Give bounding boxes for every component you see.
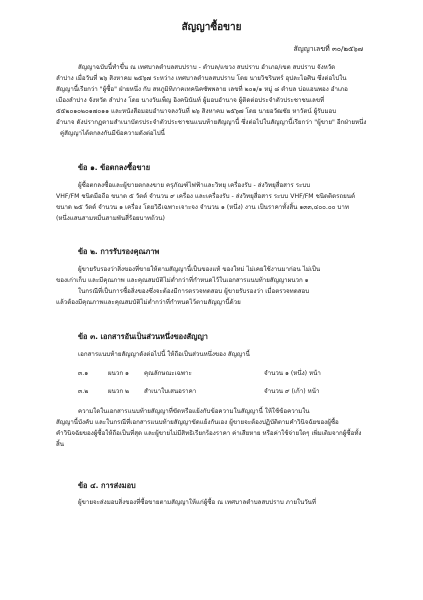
preamble-line: คู่สัญญาได้ตกลงกันมีข้อความดังต่อไปนี้: [60, 130, 165, 137]
attachment-label: ผนวก ๑: [108, 370, 129, 377]
attachment-item: [78, 386, 378, 397]
attachment-label: ผนวก ๒: [108, 388, 130, 395]
attachment-name: คุณลักษณะเฉพาะ: [144, 370, 192, 377]
section-2-line: ผู้ขายรับรองว่าสิ่งของที่ขายให้ตามสัญญานี้เป็นของแท้ ของใหม่ ไม่เคยใช้งานมาก่อน ไม่เป็น: [78, 266, 321, 273]
section-2-heading: ข้อ ๒. การรับรองคุณภาพ: [78, 247, 160, 256]
preamble-line: สัญญาฉบับนี้ทำขึ้น ณ เทศบาลตำบลสบปราบ - ตำบล/แขวง สบปราบ อำเภอ/เขต สบปราบ จังหวัด: [78, 64, 336, 71]
section-1-line: VHF/FM ชนิดมือถือ ขนาด ๕ วัตต์ จำนวน ๙ เครื่อง และเครื่องรับ - ส่งวิทยุสื่อสาร ระบบ VHF/FM ชนิดติดรถยนต์: [56, 193, 356, 200]
section-1-heading: ข้อ ๑. ข้อตกลงซื้อขาย: [78, 163, 151, 172]
document-title: สัญญาซื้อขาย: [181, 22, 242, 33]
attachment-number: ๓.๒: [78, 388, 89, 395]
preamble-line: เมืองลำปาง จังหวัด ลำปาง โดย นางวันเพ็ญ อิงคนินันท์ ผู้มอบอำนาจ ผู้ติดต่อประจำตัวประชาชนเลขที่: [56, 97, 325, 104]
section-1-line: (หนึ่งแสนสามหมื่นสามพันสี่ร้อยบาทถ้วน): [56, 215, 165, 222]
section-2-line: ในกรณีที่เป็นการซื้อสิ่งของซึ่งจะต้องมีการตรวจทดสอบ ผู้ขายรับรองว่า เมื่อตรวจทดสอบ: [78, 288, 310, 295]
section-3-line: คำวินิจฉัยของผู้ซื้อให้ถือเป็นที่สุด และผู้ขายไม่มีสิทธิเรียกร้องราคา ค่าเสียหาย หรือค่าใช้จ่ายใดๆ เพิ่มเติมจากผู้ซื้อทั้ง: [56, 430, 362, 437]
attachment-name: สำเนาใบเสนอราคา: [144, 388, 197, 395]
preamble-line: ลำปาง เมื่อวันที่ ๒๖ สิงหาคม ๒๕๖๗ ระหว่าง เทศบาลตำบลสบปราบ โดย นายวิชรินทร์ อุปละไอศิน ซึ่งต่อไปใน: [56, 75, 347, 82]
section-3-line: ความใดในเอกสารแนบท้ายสัญญาที่ขัดหรือแย้งกับข้อความในสัญญานี้ ให้ใช้ข้อความใน: [78, 408, 310, 415]
preamble-line: สัญญานี้เรียกว่า "ผู้ซื้อ" ฝ่ายหนึ่ง กับ สหภูมิทิภาคเทคนิคซัพพลาย เลขที่ ๒๐๑/๑ หมู่ ๘ ตำบล บ่อแฮนพอง อำเภอ: [56, 86, 348, 93]
preamble-line: ๕๕๒๐๑๐๒๐๑๗๐๑๑ และหนังสือมอบอำนาจลงวันที่ ๒๖ สิงหาคม ๒๕๖๗ โดย นายอวัฒชัย หาวัตน์ ผู้รับมอบ: [56, 108, 337, 115]
section-3-heading: ข้อ ๓. เอกสารอันเป็นส่วนหนึ่งของสัญญา: [78, 332, 208, 341]
section-4-line: ผู้ขายจะส่งมอบสิ่งของที่ซื้อขายตามสัญญาให้แก่ผู้ซื้อ ณ เทศบาลตำบลสบปราบ ภายในวันที่: [78, 499, 316, 506]
preamble-line: อำนาจ ดังปรากฏตามสำเนาบัตรประจำตัวประชาชนแนบท้ายสัญญานี้ ซึ่งต่อไปในสัญญานี้เรียกว่า "ผู้ขาย" อีกฝ่ายหนึ่ง: [56, 119, 367, 126]
attachment-pages: จำนวน ๙ (เก้า) หน้า: [264, 388, 320, 395]
section-1-line: ผู้ซื้อตกลงซื้อและผู้ขายตกลงขาย ครุภัณฑ์ไฟฟ้าและวิทยุ เครื่องรับ - ส่งวิทยุสื่อสาร ระบบ: [78, 182, 311, 189]
attachment-item: [78, 368, 378, 379]
section-3-intro: เอกสารแนบท้ายสัญญาดังต่อไปนี้ ให้ถือเป็นส่วนหนึ่งของ สัญญานี้: [78, 351, 250, 358]
section-1-line: ขนาด ๒๕ วัตต์ จำนวน ๑ เครื่อง โดยวิธีเฉพาะเจาะจง จำนวน ๑ (หนึ่ง) งาน เป็นราคาทั้งสิ้น ๑๓๓,๔๐๐.๐๐ บาท: [56, 204, 349, 211]
section-4-heading: ข้อ ๔. การส่งมอบ: [78, 481, 136, 490]
section-2-line: ของเก่าเก็บ และมีคุณภาพ และคุณสมบัติไม่ต่ำกว่าที่กำหนดไว้ในเอกสารแนบท้ายสัญญาผนวก ๑: [56, 277, 309, 284]
section-2-line: แล้วต้องมีคุณภาพและคุณสมบัติไม่ต่ำกว่าที่กำหนดไว้ตามสัญญานี้ด้วย: [56, 299, 241, 306]
section-3-line: สัญญานี้บังคับ และในกรณีที่เอกสารแนบท้ายสัญญาขัดแย้งกันเอง ผู้ขายจะต้องปฏิบัติตามคำวินิจฉัยของผู้ซื้อ: [56, 419, 339, 426]
attachment-number: ๓.๑: [78, 370, 89, 377]
attachment-pages: จำนวน ๑ (หนึ่ง) หน้า: [264, 370, 321, 377]
section-3-line: สิ้น: [56, 441, 65, 448]
contract-number: สัญญาเลขที่ ๓๐/๒๕๖๗: [293, 45, 363, 53]
